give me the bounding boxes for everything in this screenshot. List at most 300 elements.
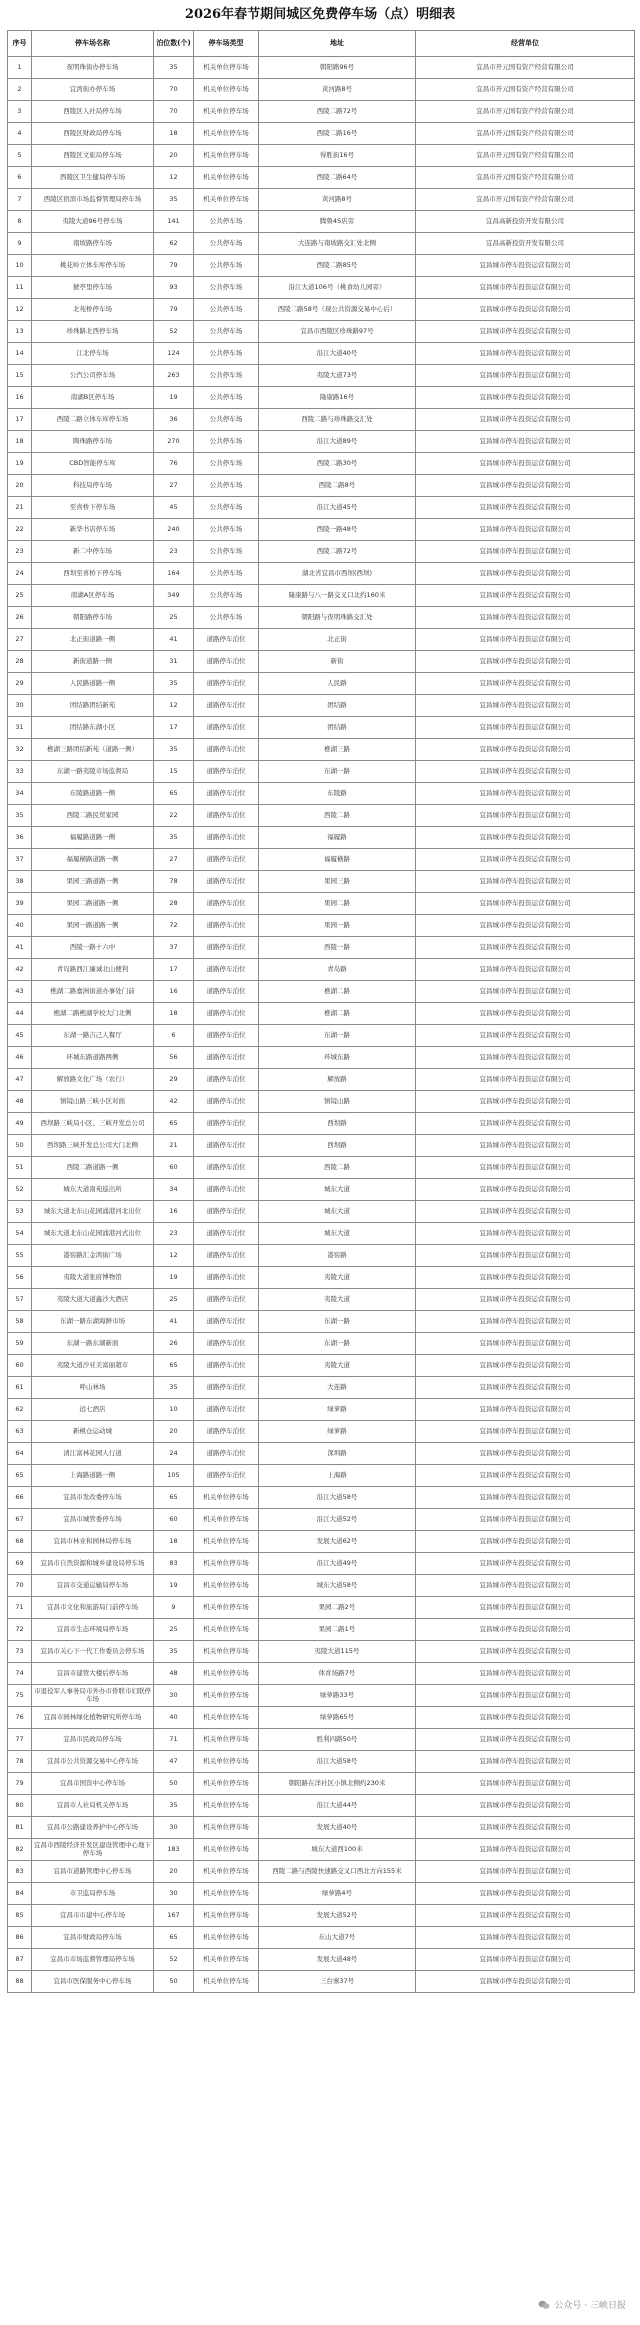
cell-index: 65	[8, 1465, 32, 1487]
cell-name: 新街道路一侧	[32, 651, 154, 673]
table-row	[8, 145, 635, 167]
cell-operator: 宜昌城市停车投资运营有限公司	[416, 1751, 635, 1773]
table-row	[8, 717, 635, 739]
cell-operator: 宜昌城市停车投资运营有限公司	[416, 1289, 635, 1311]
cell-type: 公共停车场	[194, 321, 259, 343]
table-row	[8, 1443, 635, 1465]
cell-spaces: 70	[154, 101, 194, 123]
cell-index: 30	[8, 695, 32, 717]
cell-name: 宜昌市公共资源交易中心停车场	[32, 1751, 154, 1773]
cell-type: 道路停车泊位	[194, 1443, 259, 1465]
cell-operator: 宜昌城市停车投资运营有限公司	[416, 1971, 635, 1993]
cell-index: 57	[8, 1289, 32, 1311]
table-row	[8, 1641, 635, 1663]
cell-name: 江北停车场	[32, 343, 154, 365]
cell-name: 新桃仓运动城	[32, 1421, 154, 1443]
cell-spaces: 124	[154, 343, 194, 365]
cell-address: 绿萝路	[259, 1421, 416, 1443]
cell-name: 夷陵大道96号停车场	[32, 211, 154, 233]
cell-spaces: 36	[154, 409, 194, 431]
cell-operator: 宜昌城市停车投资运营有限公司	[416, 1663, 635, 1685]
cell-spaces: 23	[154, 541, 194, 563]
cell-spaces: 240	[154, 519, 194, 541]
cell-name: 环城东路道路两侧	[32, 1047, 154, 1069]
cell-index: 66	[8, 1487, 32, 1509]
cell-operator: 宜昌市开元国有资产经营有限公司	[416, 167, 635, 189]
cell-address: 沿江大道58号	[259, 1751, 416, 1773]
cell-name: 西陵区卫生健局停车场	[32, 167, 154, 189]
cell-type: 机关单位停车场	[194, 145, 259, 167]
cell-index: 1	[8, 57, 32, 79]
cell-type: 机关单位停车场	[194, 1861, 259, 1883]
cell-name: 青岛路西江廉诚北山便利	[32, 959, 154, 981]
cell-address: 沿江大道52号	[259, 1509, 416, 1531]
header-index: 序号	[8, 31, 32, 57]
cell-index: 81	[8, 1817, 32, 1839]
cell-index: 5	[8, 145, 32, 167]
cell-operator: 宜昌城市停车投资运营有限公司	[416, 1355, 635, 1377]
cell-address: 解放路	[259, 1069, 416, 1091]
cell-address: 朝阳路在洋社区小镇北侧约230米	[259, 1773, 416, 1795]
cell-operator: 宜昌城市停车投资运营有限公司	[416, 959, 635, 981]
table-row	[8, 937, 635, 959]
cell-spaces: 52	[154, 321, 194, 343]
cell-name: 朝阳路停车场	[32, 607, 154, 629]
cell-spaces: 60	[154, 1509, 194, 1531]
table-row	[8, 497, 635, 519]
cell-operator: 宜昌市开元国有资产经营有限公司	[416, 79, 635, 101]
cell-type: 道路停车泊位	[194, 805, 259, 827]
cell-address: 西陵一路48号	[259, 519, 416, 541]
cell-name: 福履路道路一侧	[32, 827, 154, 849]
cell-name: 城东大道北东山花园涌港河式出位	[32, 1223, 154, 1245]
table-row	[8, 585, 635, 607]
cell-spaces: 270	[154, 431, 194, 453]
cell-name: 宜昌市建管大楼后停车场	[32, 1663, 154, 1685]
cell-index: 51	[8, 1157, 32, 1179]
table-row	[8, 475, 635, 497]
table-row	[8, 761, 635, 783]
cell-address: 人民路	[259, 673, 416, 695]
cell-type: 机关单位停车场	[194, 1883, 259, 1905]
cell-index: 18	[8, 431, 32, 453]
cell-address: 西陵一路	[259, 937, 416, 959]
cell-spaces: 19	[154, 1575, 194, 1597]
cell-address: 绿萝路	[259, 1399, 416, 1421]
cell-address: 城东大道西100米	[259, 1839, 416, 1861]
cell-type: 机关单位停车场	[194, 1817, 259, 1839]
cell-address: 果园二路	[259, 893, 416, 915]
cell-type: 公共停车场	[194, 607, 259, 629]
cell-spaces: 35	[154, 1377, 194, 1399]
table-row	[8, 959, 635, 981]
cell-spaces: 23	[154, 1223, 194, 1245]
cell-type: 道路停车泊位	[194, 783, 259, 805]
cell-type: 公共停车场	[194, 343, 259, 365]
cell-type: 道路停车泊位	[194, 1157, 259, 1179]
cell-name: 西坝路三峡开发总公司大门北侧	[32, 1135, 154, 1157]
cell-address: 城东大道	[259, 1179, 416, 1201]
cell-index: 17	[8, 409, 32, 431]
cell-operator: 宜昌城市停车投资运营有限公司	[416, 1135, 635, 1157]
cell-spaces: 76	[154, 453, 194, 475]
cell-operator: 宜昌城市停车投资运营有限公司	[416, 1531, 635, 1553]
cell-spaces: 349	[154, 585, 194, 607]
cell-spaces: 37	[154, 937, 194, 959]
cell-spaces: 24	[154, 1443, 194, 1465]
cell-address: 发展大道48号	[259, 1949, 416, 1971]
cell-address: 东山大道7号	[259, 1927, 416, 1949]
cell-type: 机关单位停车场	[194, 57, 259, 79]
cell-operator: 宜昌城市停车投资运营有限公司	[416, 1421, 635, 1443]
cell-index: 35	[8, 805, 32, 827]
table-row	[8, 1949, 635, 1971]
cell-index: 43	[8, 981, 32, 1003]
cell-index: 20	[8, 475, 32, 497]
table-row	[8, 255, 635, 277]
table-row	[8, 57, 635, 79]
cell-operator: 宜昌城市停车投资运营有限公司	[416, 453, 635, 475]
cell-index: 62	[8, 1399, 32, 1421]
cell-operator: 宜昌城市停车投资运营有限公司	[416, 1311, 635, 1333]
cell-address: 环城东路	[259, 1047, 416, 1069]
cell-spaces: 42	[154, 1091, 194, 1113]
cell-name: 樵湖二路嘉洲街道办事处门前	[32, 981, 154, 1003]
cell-spaces: 83	[154, 1553, 194, 1575]
cell-address: 隆康路16号	[259, 387, 416, 409]
table-row	[8, 1157, 635, 1179]
cell-address: 西陵二路	[259, 1157, 416, 1179]
cell-spaces: 20	[154, 145, 194, 167]
cell-type: 机关单位停车场	[194, 1641, 259, 1663]
cell-name: 市退役军人事务局市外办市侨联市妇联停车场	[32, 1685, 154, 1707]
table-row	[8, 1927, 635, 1949]
cell-index: 72	[8, 1619, 32, 1641]
header-type: 停车场类型	[194, 31, 259, 57]
cell-name: 解放路文化广场（农行）	[32, 1069, 154, 1091]
table-row	[8, 981, 635, 1003]
cell-type: 机关单位停车场	[194, 1553, 259, 1575]
cell-index: 16	[8, 387, 32, 409]
cell-operator: 宜昌城市停车投资运营有限公司	[416, 1509, 635, 1531]
cell-address: 西陵二路64号	[259, 167, 416, 189]
cell-index: 34	[8, 783, 32, 805]
cell-spaces: 48	[154, 1663, 194, 1685]
cell-address: 西陵二路72号	[259, 541, 416, 563]
cell-operator: 宜昌城市停车投资运营有限公司	[416, 563, 635, 585]
cell-operator: 宜昌城市停车投资运营有限公司	[416, 1817, 635, 1839]
cell-spaces: 72	[154, 915, 194, 937]
cell-index: 26	[8, 607, 32, 629]
cell-address: 沿江大道58号	[259, 1487, 416, 1509]
table-row	[8, 519, 635, 541]
cell-index: 64	[8, 1443, 32, 1465]
cell-operator: 宜昌城市停车投资运营有限公司	[416, 585, 635, 607]
cell-type: 道路停车泊位	[194, 937, 259, 959]
table-row	[8, 871, 635, 893]
cell-operator: 宜昌城市停车投资运营有限公司	[416, 497, 635, 519]
cell-index: 60	[8, 1355, 32, 1377]
table-row	[8, 1333, 635, 1355]
table-row	[8, 1465, 635, 1487]
header-operator: 经营单位	[416, 31, 635, 57]
cell-spaces: 65	[154, 783, 194, 805]
cell-index: 28	[8, 651, 32, 673]
cell-address: 沿江大道44号	[259, 1795, 416, 1817]
table-row	[8, 1971, 635, 1993]
cell-name: 公汽公司停车场	[32, 365, 154, 387]
cell-index: 11	[8, 277, 32, 299]
table-row	[8, 167, 635, 189]
table-row	[8, 651, 635, 673]
cell-index: 84	[8, 1883, 32, 1905]
cell-spaces: 35	[154, 1641, 194, 1663]
table-row	[8, 629, 635, 651]
cell-index: 85	[8, 1905, 32, 1927]
cell-name: 西陵区财政局停车场	[32, 123, 154, 145]
cell-index: 37	[8, 849, 32, 871]
cell-address: 湖北省宜昌市西坝(西坝)	[259, 563, 416, 585]
cell-address: 沿江大道45号	[259, 497, 416, 519]
cell-address: 胜利四路50号	[259, 1729, 416, 1751]
cell-spaces: 17	[154, 717, 194, 739]
cell-type: 机关单位停车场	[194, 1619, 259, 1641]
cell-index: 24	[8, 563, 32, 585]
header-name: 停车场名称	[32, 31, 154, 57]
table-row	[8, 1289, 635, 1311]
cell-index: 32	[8, 739, 32, 761]
cell-spaces: 65	[154, 1113, 194, 1135]
table-row	[8, 299, 635, 321]
cell-operator: 宜昌城市停车投资运营有限公司	[416, 1223, 635, 1245]
cell-spaces: 141	[154, 211, 194, 233]
cell-spaces: 41	[154, 629, 194, 651]
cell-spaces: 56	[154, 1047, 194, 1069]
watermark	[538, 2298, 626, 2311]
cell-index: 12	[8, 299, 32, 321]
cell-operator: 宜昌城市停车投资运营有限公司	[416, 1575, 635, 1597]
cell-address: 东湖一路	[259, 1333, 416, 1355]
cell-type: 公共停车场	[194, 277, 259, 299]
cell-operator: 宜昌城市停车投资运营有限公司	[416, 739, 635, 761]
cell-address: 城东大道	[259, 1223, 416, 1245]
cell-operator: 宜昌城市停车投资运营有限公司	[416, 1245, 635, 1267]
table-row	[8, 387, 635, 409]
cell-type: 道路停车泊位	[194, 1311, 259, 1333]
cell-operator: 宜昌市开元国有资产经营有限公司	[416, 145, 635, 167]
cell-operator: 宜昌城市停车投资运营有限公司	[416, 431, 635, 453]
cell-index: 40	[8, 915, 32, 937]
cell-name: 宜昌市民政局停车场	[32, 1729, 154, 1751]
cell-index: 75	[8, 1685, 32, 1707]
cell-address: 西陵二路30号	[259, 453, 416, 475]
cell-operator: 宜昌城市停车投资运营有限公司	[416, 1685, 635, 1707]
cell-type: 道路停车泊位	[194, 651, 259, 673]
cell-type: 公共停车场	[194, 409, 259, 431]
cell-operator: 宜昌城市停车投资运营有限公司	[416, 827, 635, 849]
table-row	[8, 365, 635, 387]
cell-type: 机关单位停车场	[194, 1487, 259, 1509]
cell-operator: 宜昌城市停车投资运营有限公司	[416, 321, 635, 343]
cell-operator: 宜昌城市停车投资运营有限公司	[416, 1047, 635, 1069]
cell-spaces: 34	[154, 1179, 194, 1201]
cell-index: 3	[8, 101, 32, 123]
cell-index: 15	[8, 365, 32, 387]
cell-address: 青岛路	[259, 959, 416, 981]
cell-index: 78	[8, 1751, 32, 1773]
cell-type: 机关单位停车场	[194, 1707, 259, 1729]
cell-address: 西陵二路8号	[259, 475, 416, 497]
cell-operator: 宜昌城市停车投资运营有限公司	[416, 1201, 635, 1223]
cell-index: 9	[8, 233, 32, 255]
cell-operator: 宜昌城市停车投资运营有限公司	[416, 277, 635, 299]
cell-address: 新街	[259, 651, 416, 673]
cell-type: 道路停车泊位	[194, 1047, 259, 1069]
cell-type: 道路停车泊位	[194, 1113, 259, 1135]
cell-operator: 宜昌城市停车投资运营有限公司	[416, 1905, 635, 1927]
cell-type: 公共停车场	[194, 453, 259, 475]
table-row	[8, 1421, 635, 1443]
table-row	[8, 79, 635, 101]
cell-spaces: 93	[154, 277, 194, 299]
cell-operator: 宜昌城市停车投资运营有限公司	[416, 1861, 635, 1883]
cell-address: 夷陵大道115号	[259, 1641, 416, 1663]
cell-index: 21	[8, 497, 32, 519]
cell-type: 机关单位停车场	[194, 1971, 259, 1993]
table-row	[8, 321, 635, 343]
cell-name: 西陵区宿滨市场监督管理局停车场	[32, 189, 154, 211]
cell-address: 大连路	[259, 1377, 416, 1399]
table-row	[8, 1861, 635, 1883]
cell-spaces: 18	[154, 1003, 194, 1025]
cell-type: 公共停车场	[194, 387, 259, 409]
cell-type: 机关单位停车场	[194, 79, 259, 101]
cell-address: 夷陵大道	[259, 1289, 416, 1311]
cell-index: 73	[8, 1641, 32, 1663]
cell-index: 10	[8, 255, 32, 277]
cell-address: 绿萝路65号	[259, 1707, 416, 1729]
cell-index: 23	[8, 541, 32, 563]
table-row	[8, 1707, 635, 1729]
table-row	[8, 277, 635, 299]
table-row	[8, 1355, 635, 1377]
cell-spaces: 19	[154, 387, 194, 409]
cell-operator: 宜昌城市停车投资运营有限公司	[416, 937, 635, 959]
cell-name: CBD智能停车库	[32, 453, 154, 475]
cell-address: 大连路与南坡路交汇处北侧	[259, 233, 416, 255]
cell-address: 果园二路2号	[259, 1597, 416, 1619]
cell-spaces: 16	[154, 981, 194, 1003]
cell-type: 道路停车泊位	[194, 1245, 259, 1267]
cell-name: 市卫监局停车场	[32, 1883, 154, 1905]
cell-index: 29	[8, 673, 32, 695]
cell-name: 宜昌市国资中心停车场	[32, 1773, 154, 1795]
cell-operator: 宜昌城市停车投资运营有限公司	[416, 1091, 635, 1113]
cell-type: 公共停车场	[194, 233, 259, 255]
cell-name: 宜昌市市场监督管理局停车场	[32, 1949, 154, 1971]
cell-spaces: 62	[154, 233, 194, 255]
cell-name: 夷陵大道大道鑫沙大酒店	[32, 1289, 154, 1311]
cell-index: 63	[8, 1421, 32, 1443]
cell-name: 南湖A区停车场	[32, 585, 154, 607]
cell-type: 机关单位停车场	[194, 1927, 259, 1949]
cell-operator: 宜昌城市停车投资运营有限公司	[416, 673, 635, 695]
cell-index: 55	[8, 1245, 32, 1267]
cell-index: 25	[8, 585, 32, 607]
cell-address: 东湖一路	[259, 761, 416, 783]
cell-name: 远七酒店	[32, 1399, 154, 1421]
cell-type: 道路停车泊位	[194, 871, 259, 893]
cell-index: 6	[8, 167, 32, 189]
cell-address: 黄河路8号	[259, 189, 416, 211]
cell-address: 上海路	[259, 1465, 416, 1487]
table-row	[8, 123, 635, 145]
cell-address: 绿萝路33号	[259, 1685, 416, 1707]
cell-index: 50	[8, 1135, 32, 1157]
table-row	[8, 541, 635, 563]
cell-type: 机关单位停车场	[194, 1663, 259, 1685]
cell-name: 福履横路道路一侧	[32, 849, 154, 871]
table-row	[8, 695, 635, 717]
cell-type: 机关单位停车场	[194, 189, 259, 211]
cell-spaces: 30	[154, 1883, 194, 1905]
cell-operator: 宜昌城市停车投资运营有限公司	[416, 1597, 635, 1619]
cell-name: 东湖一路东湖新面	[32, 1333, 154, 1355]
cell-operator: 宜昌城市停车投资运营有限公司	[416, 1399, 635, 1421]
cell-address: 果园二路1号	[259, 1619, 416, 1641]
cell-name: 宜昌市公路建设养护中心停车场	[32, 1817, 154, 1839]
cell-spaces: 30	[154, 1817, 194, 1839]
cell-type: 道路停车泊位	[194, 739, 259, 761]
table-row	[8, 1245, 635, 1267]
cell-operator: 宜昌城市停车投资运营有限公司	[416, 1157, 635, 1179]
cell-spaces: 35	[154, 673, 194, 695]
cell-type: 道路停车泊位	[194, 981, 259, 1003]
cell-operator: 宜昌高新投资开发有限公司	[416, 233, 635, 255]
cell-index: 88	[8, 1971, 32, 1993]
cell-name: 宜昌市发改委停车场	[32, 1487, 154, 1509]
cell-operator: 宜昌城市停车投资运营有限公司	[416, 475, 635, 497]
cell-type: 道路停车泊位	[194, 717, 259, 739]
cell-operator: 宜昌城市停车投资运营有限公司	[416, 893, 635, 915]
cell-operator: 宜昌城市停车投资运营有限公司	[416, 1949, 635, 1971]
table-row	[8, 211, 635, 233]
cell-name: 夷陵大道张府博物馆	[32, 1267, 154, 1289]
table-row	[8, 1025, 635, 1047]
cell-name: 城东大道南苑巡出所	[32, 1179, 154, 1201]
table-row	[8, 1773, 635, 1795]
cell-spaces: 9	[154, 1597, 194, 1619]
cell-index: 14	[8, 343, 32, 365]
cell-name: 北正街道路一侧	[32, 629, 154, 651]
cell-name: 珍珠路北西停车场	[32, 321, 154, 343]
table-row	[8, 1597, 635, 1619]
cell-index: 67	[8, 1509, 32, 1531]
cell-operator: 宜昌城市停车投资运营有限公司	[416, 299, 635, 321]
cell-name: 清江富林花园人行道	[32, 1443, 154, 1465]
cell-spaces: 35	[154, 189, 194, 211]
cell-type: 公共停车场	[194, 299, 259, 321]
cell-name: 宜昌市人社局机关停车场	[32, 1795, 154, 1817]
cell-address: 东陵路	[259, 783, 416, 805]
cell-index: 39	[8, 893, 32, 915]
cell-address: 朝阳路96号	[259, 57, 416, 79]
cell-index: 22	[8, 519, 32, 541]
cell-spaces: 30	[154, 1685, 194, 1707]
cell-address: 西陵二路与西陵快速路交叉口西北方向155米	[259, 1861, 416, 1883]
cell-index: 69	[8, 1553, 32, 1575]
table-row	[8, 673, 635, 695]
